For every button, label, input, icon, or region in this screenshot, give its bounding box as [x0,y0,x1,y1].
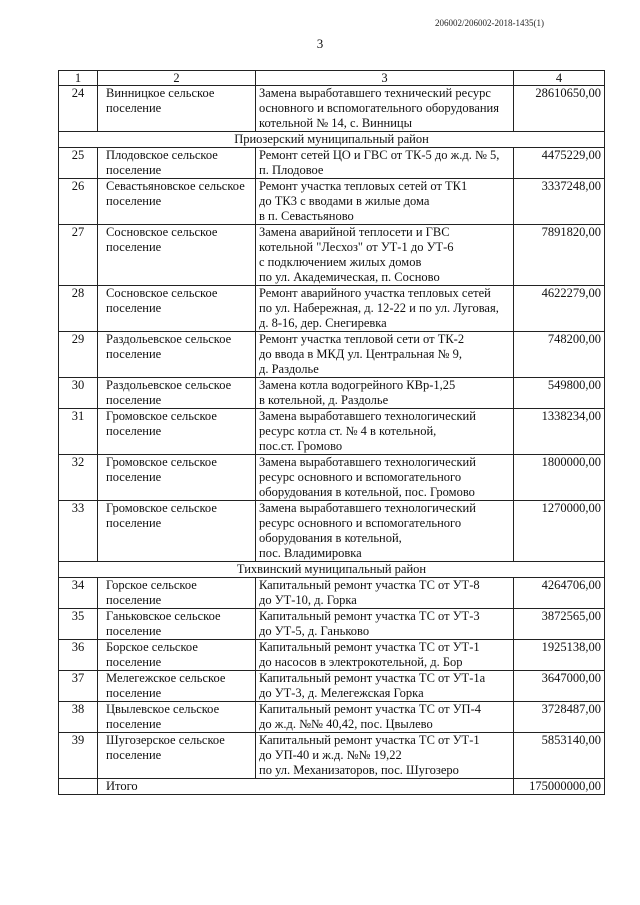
row-number: 36 [59,640,98,671]
amount-value: 1270000,00 [514,501,605,562]
table-row [59,378,605,409]
settlement-name: Цвылевское сельское поселение [98,702,256,733]
table-row [59,501,605,562]
table-row [59,409,605,455]
table-row [59,455,605,501]
document-id: 206002/206002-2018-1435(1) [435,18,544,28]
amount-value: 3728487,00 [514,702,605,733]
amount-value: 3647000,00 [514,671,605,702]
district-section-row [59,132,605,148]
district-title: Тихвинский муниципальный район [59,562,605,578]
table-row [59,733,605,779]
settlement-name: Винницкое сельское поселение [98,86,256,132]
settlement-name: Сосновское сельское поселение [98,286,256,332]
column-header: 1 [59,71,98,86]
settlement-name: Громовское сельское поселение [98,455,256,501]
column-header: 3 [256,71,514,86]
amount-value: 748200,00 [514,332,605,378]
work-description: Капитальный ремонт участка ТС от УП-4 до ж.д. №№ 40,42, пос. Цвылево [256,702,514,733]
column-header: 2 [98,71,256,86]
settlement-name: Громовское сельское поселение [98,501,256,562]
row-number: 24 [59,86,98,132]
work-description: Замена аварийной теплосети и ГВС котельной "Лесхоз" от УТ-1 до УТ-6 с подключением жилых домов по ул. Академическая, п. Сосново [256,225,514,286]
work-description: Капитальный ремонт участка ТС от УТ-1 до УП-40 и ж.д. №№ 19,22 по ул. Механизаторов, пос. Шугозеро [256,733,514,779]
column-header: 4 [514,71,605,86]
page-number: 3 [316,36,324,51]
row-number: 35 [59,609,98,640]
row-number: 33 [59,501,98,562]
row-number: 25 [59,148,98,179]
work-description: Ремонт участка тепловых сетей от ТК1 до ТК3 с вводами в жилые дома в п. Севастьяново [256,179,514,225]
settlement-name: Громовское сельское поселение [98,409,256,455]
settlement-name: Мелегежское сельское поселение [98,671,256,702]
row-number: 28 [59,286,98,332]
settlement-name: Раздольевское сельское поселение [98,332,256,378]
table-row [59,86,605,132]
work-description: Капитальный ремонт участка ТС от УТ-3 до УТ-5, д. Ганьково [256,609,514,640]
settlement-name: Борское сельское поселение [98,640,256,671]
table-row [59,286,605,332]
district-title: Приозерский муниципальный район [59,132,605,148]
total-blank-cell [59,779,98,795]
table-row [59,148,605,179]
settlement-name: Сосновское сельское поселение [98,225,256,286]
work-description: Капитальный ремонт участка ТС от УТ-1 до насосов в электрокотельной, д. Бор [256,640,514,671]
total-amount: 175000000,00 [514,779,605,795]
table-row [59,671,605,702]
row-number: 38 [59,702,98,733]
total-row [59,779,605,795]
amount-value: 7891820,00 [514,225,605,286]
row-number: 30 [59,378,98,409]
amount-value: 5853140,00 [514,733,605,779]
settlement-name: Плодовское сельское поселение [98,148,256,179]
settlement-name: Раздольевское сельское поселение [98,378,256,409]
amount-value: 549800,00 [514,378,605,409]
amount-value: 3337248,00 [514,179,605,225]
amount-value: 28610650,00 [514,86,605,132]
table-row [59,332,605,378]
work-description: Замена котла водогрейного КВр-1,25 в котельной, д. Раздолье [256,378,514,409]
row-number: 34 [59,578,98,609]
work-description: Замена выработавшего технический ресурс основного и вспомогательного оборудования котельной № 14, с. Винницы [256,86,514,132]
table-row [59,179,605,225]
work-description: Ремонт аварийного участка тепловых сетей по ул. Набережная, д. 12-22 и по ул. Луговая, д. 8-16, дер. Снегиревка [256,286,514,332]
table-row [59,578,605,609]
amount-value: 3872565,00 [514,609,605,640]
district-section-row [59,562,605,578]
work-description: Капитальный ремонт участка ТС от УТ-1а до УТ-3, д. Мелегежская Горка [256,671,514,702]
table-row [59,225,605,286]
row-number: 39 [59,733,98,779]
settlement-name: Горское сельское поселение [98,578,256,609]
table-row [59,702,605,733]
row-number: 37 [59,671,98,702]
amount-value: 1338234,00 [514,409,605,455]
table-header-row [59,71,605,86]
work-description: Ремонт участка тепловой сети от ТК-2 до ввода в МКД ул. Центральная № 9, д. Раздолье [256,332,514,378]
work-description: Замена выработавшего технологический ресурс основного и вспомогательного оборудования в котельной, пос. Владимировка [256,501,514,562]
settlement-name: Ганьковское сельское поселение [98,609,256,640]
total-label: Итого [98,779,514,795]
amount-value: 1925138,00 [514,640,605,671]
amount-value: 1800000,00 [514,455,605,501]
row-number: 27 [59,225,98,286]
work-description: Капитальный ремонт участка ТС от УТ-8 до УТ-10, д. Горка [256,578,514,609]
funding-table [58,70,605,795]
amount-value: 4622279,00 [514,286,605,332]
amount-value: 4264706,00 [514,578,605,609]
row-number: 32 [59,455,98,501]
work-description: Ремонт сетей ЦО и ГВС от ТК-5 до ж.д. № 5, п. Плодовое [256,148,514,179]
table-row [59,609,605,640]
table-row [59,640,605,671]
work-description: Замена выработавшего технологический ресурс основного и вспомогательного оборудования в котельной, пос. Громово [256,455,514,501]
row-number: 26 [59,179,98,225]
row-number: 29 [59,332,98,378]
row-number: 31 [59,409,98,455]
work-description: Замена выработавшего технологический ресурс котла ст. № 4 в котельной, пос.ст. Громово [256,409,514,455]
amount-value: 4475229,00 [514,148,605,179]
settlement-name: Севастьяновское сельское поселение [98,179,256,225]
settlement-name: Шугозерское сельское поселение [98,733,256,779]
